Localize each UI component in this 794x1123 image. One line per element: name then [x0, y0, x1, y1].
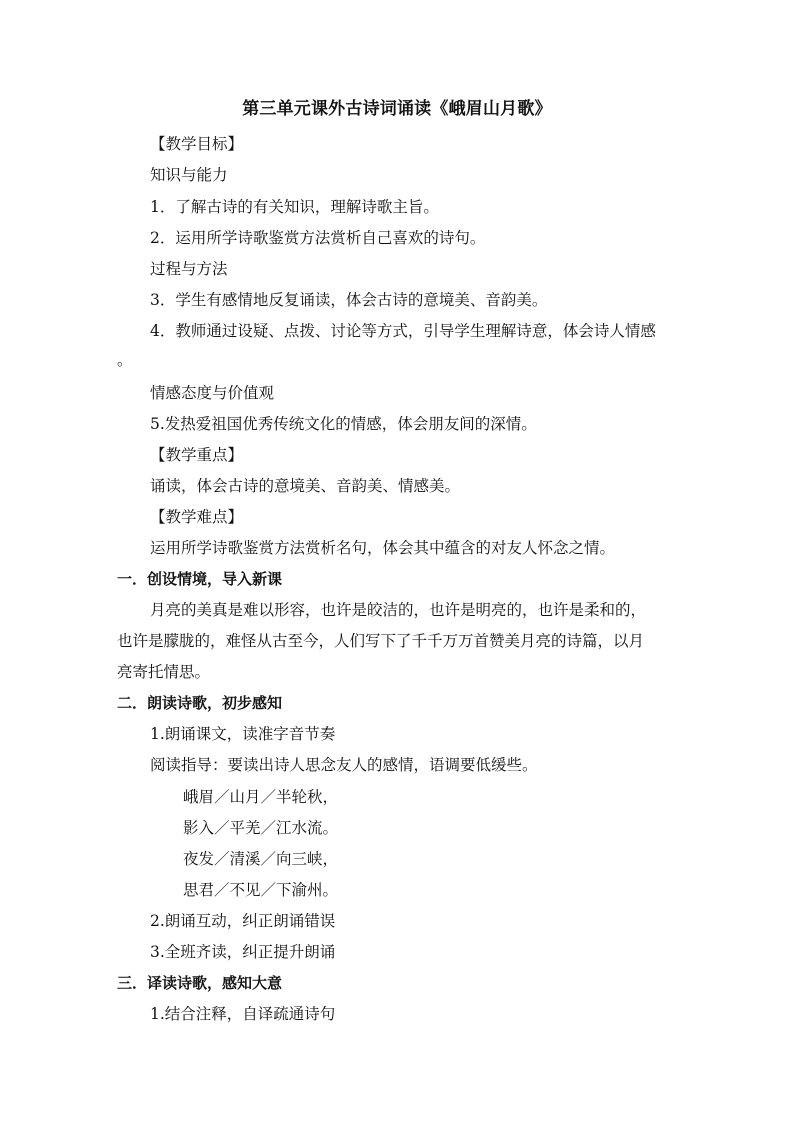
- difficulties-text: 运用所学诗歌鉴赏方法赏析名句，体会其中蕴含的对友人怀念之情。: [150, 539, 616, 557]
- subheading-process-method: 过程与方法: [150, 260, 228, 278]
- goal-item-4-continued: 。: [117, 351, 133, 369]
- goal-item-4: 4．教师通过设疑、点拨、讨论等方式，引导学生理解诗意，体会诗人情感: [150, 322, 656, 340]
- paragraph-intro-line-1: 月亮的美真是难以形容，也许是皎洁的，也许是明亮的，也许是柔和的，: [150, 601, 647, 619]
- reading-step-3: 3.全班齐读，纠正提升朗诵: [150, 943, 336, 961]
- reading-step-1: 1.朗诵课文，读准字音节奏: [150, 725, 336, 743]
- section-heading-2: 二．朗读诗歌，初步感知: [117, 694, 283, 712]
- goal-item-3: 3．学生有感情地反复诵读，体会古诗的意境美、音韵美。: [150, 291, 548, 309]
- goal-item-5: 5.发热爱祖国优秀传统文化的情感，体会朋友间的深情。: [150, 415, 537, 433]
- goal-item-2: 2．运用所学诗歌鉴赏方法赏析自己喜欢的诗句。: [150, 229, 486, 247]
- section-heading-3: 三．译读诗歌，感知大意: [117, 974, 283, 992]
- section-heading-teaching-goals: 【教学目标】: [150, 135, 244, 153]
- reading-step-2: 2.朗诵互动，纠正朗诵错误: [150, 912, 336, 930]
- subheading-emotion-values: 情感态度与价值观: [150, 384, 275, 402]
- paragraph-intro-line-3: 亮寄托情思。: [117, 663, 211, 681]
- page-title: 第三单元课外古诗词诵读《峨眉山月歌》: [242, 99, 552, 119]
- section-heading-key-points: 【教学重点】: [150, 446, 244, 464]
- poem-line-3: 夜发／清溪／向三峡，: [183, 850, 339, 868]
- section-heading-difficulties: 【教学难点】: [150, 508, 244, 526]
- key-points-text: 诵读，体会古诗的意境美、音韵美、情感美。: [150, 477, 461, 495]
- section-heading-1: 一．创设情境，导入新课: [117, 570, 283, 588]
- translation-step-1: 1.结合注释，自译疏通诗句: [150, 1005, 336, 1023]
- subheading-knowledge-ability: 知识与能力: [150, 166, 228, 184]
- poem-line-2: 影入／平羌／江水流。: [183, 819, 339, 837]
- reading-guidance: 阅读指导：要读出诗人思念友人的感情，语调要低缓些。: [150, 756, 538, 774]
- poem-line-1: 峨眉／山月／半轮秋，: [183, 788, 339, 806]
- paragraph-intro-line-2: 也许是朦胧的，难怪从古至今，人们写下了千千万万首赞美月亮的诗篇，以月: [117, 632, 645, 650]
- goal-item-1: 1．了解古诗的有关知识，理解诗歌主旨。: [150, 198, 439, 216]
- poem-line-4: 思君／不见／下渝州。: [183, 881, 339, 899]
